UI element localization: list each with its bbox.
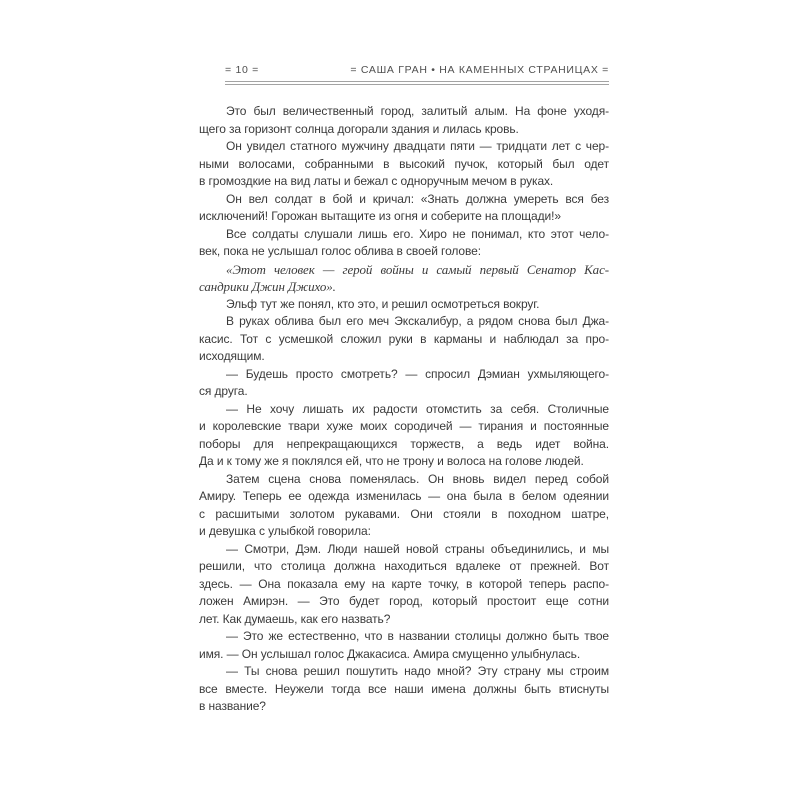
paragraph xyxy=(199,366,609,401)
paragraph xyxy=(199,471,609,541)
text-line: имя. — Он услышал голос Джакасиса. Амира смущенно улыбнулась. xyxy=(199,646,581,661)
text-line: Он вел солдат в бой и кричал: «Знать должна умереть вся без xyxy=(226,191,609,206)
text-line: и королевские твари хуже моих сородичей — тирания и постоянные xyxy=(199,419,609,433)
paragraph xyxy=(199,401,609,471)
text-line: Да и к тому же я поклялся ей, что не трону и волоса на голове людей. xyxy=(199,454,584,468)
text-line: ными волосами, собранными в высокий пучок, который был одет xyxy=(199,156,609,171)
text-line: ся друга. xyxy=(199,384,248,398)
text-line: решили, что столица должна находиться вдалеке от прежней. Вот xyxy=(199,559,609,573)
text-line: Затем сцена снова поменялась. Он вновь видел перед собой xyxy=(226,471,609,486)
text-line: Эльф тут же понял, кто это, и решил осмотреться вокруг. xyxy=(226,296,540,311)
paragraph xyxy=(199,226,609,261)
text-line: век, пока не услышал голос облива в своей голове: xyxy=(199,244,481,258)
paragraph xyxy=(199,296,609,314)
text-line: Амиру. Теперь ее одежда изменилась — она была в белом одеянии xyxy=(199,489,609,503)
page-header xyxy=(225,63,609,77)
paragraph xyxy=(199,191,609,226)
paragraph xyxy=(199,261,609,296)
text-line: исходящим. xyxy=(199,349,265,363)
text-line: в название? xyxy=(199,699,266,713)
text-line: — Не хочу лишать их радости отомстить за себя. Столичные xyxy=(226,401,609,416)
paragraph xyxy=(199,138,609,191)
text-line: — Ты снова решил пошутить надо мной? Эту страну мы строим xyxy=(226,664,609,678)
text-line: исключений! Горожан вытащите из огня и соберите на площади!» xyxy=(199,209,561,223)
text-line: щего за горизонт солнца догорали здания и лилась кровь. xyxy=(199,121,519,136)
text-line: — Будешь просто смотреть? — спросил Дэмиан ухмыляющего- xyxy=(226,366,609,381)
paragraph xyxy=(199,541,609,629)
text-line: все вместе. Неужели тогда все наши имена должны быть втиснуты xyxy=(199,681,609,696)
text-line: с расшитыми золотом рукавами. Они стояли в походном шатре, xyxy=(199,506,609,521)
text-line: в громоздкие на вид латы и бежал с одноручным мечом в руках. xyxy=(199,174,554,188)
paragraph xyxy=(199,103,609,138)
body-text xyxy=(199,103,609,716)
page-number: = 10 = xyxy=(225,64,259,76)
text-line: Все солдаты слушали лишь его. Хиро не понимал, кто этот чело- xyxy=(226,226,609,241)
text-line: ложен Амирэн. — Это будет город, который простоит еще сотни xyxy=(199,594,609,608)
text-line: сандрики Джин Джихо». xyxy=(199,279,336,294)
header-rule xyxy=(225,81,609,85)
text-line: Это был величественный город, залитый алым. На фоне уходя- xyxy=(226,104,609,118)
text-line: лет. Как думаешь, как его назвать? xyxy=(199,611,391,626)
text-line: и девушка с улыбкой говорила: xyxy=(199,524,371,538)
text-line: поборы для непрекращающихся торжеств, а ведь идет война. xyxy=(199,436,609,451)
text-line: касис. Тот с усмешкой сложил руки в карманы и наблюдал за про- xyxy=(199,331,609,346)
text-line: «Этот человек — герой войны и самый первый Сенатор Кас- xyxy=(226,261,609,277)
text-line: Он увидел статного мужчину двадцати пяти — тридцати лет с чер- xyxy=(226,139,609,153)
text-line: — Это же естественно, что в названии столицы должно быть твое xyxy=(226,629,609,643)
paragraph xyxy=(199,628,609,663)
text-line: здесь. — Она показала ему на карте точку, в которой теперь распо- xyxy=(199,576,609,591)
text-line: — Смотри, Дэм. Люди нашей новой страны объединились, и мы xyxy=(226,541,609,556)
running-title: = САША ГРАН • НА КАМЕННЫХ СТРАНИЦАХ = xyxy=(350,64,609,76)
page-content xyxy=(199,63,609,716)
paragraph xyxy=(199,313,609,366)
text-line: В руках облива был его меч Экскалибур, а рядом снова был Джа- xyxy=(226,314,609,328)
paragraph xyxy=(199,663,609,716)
